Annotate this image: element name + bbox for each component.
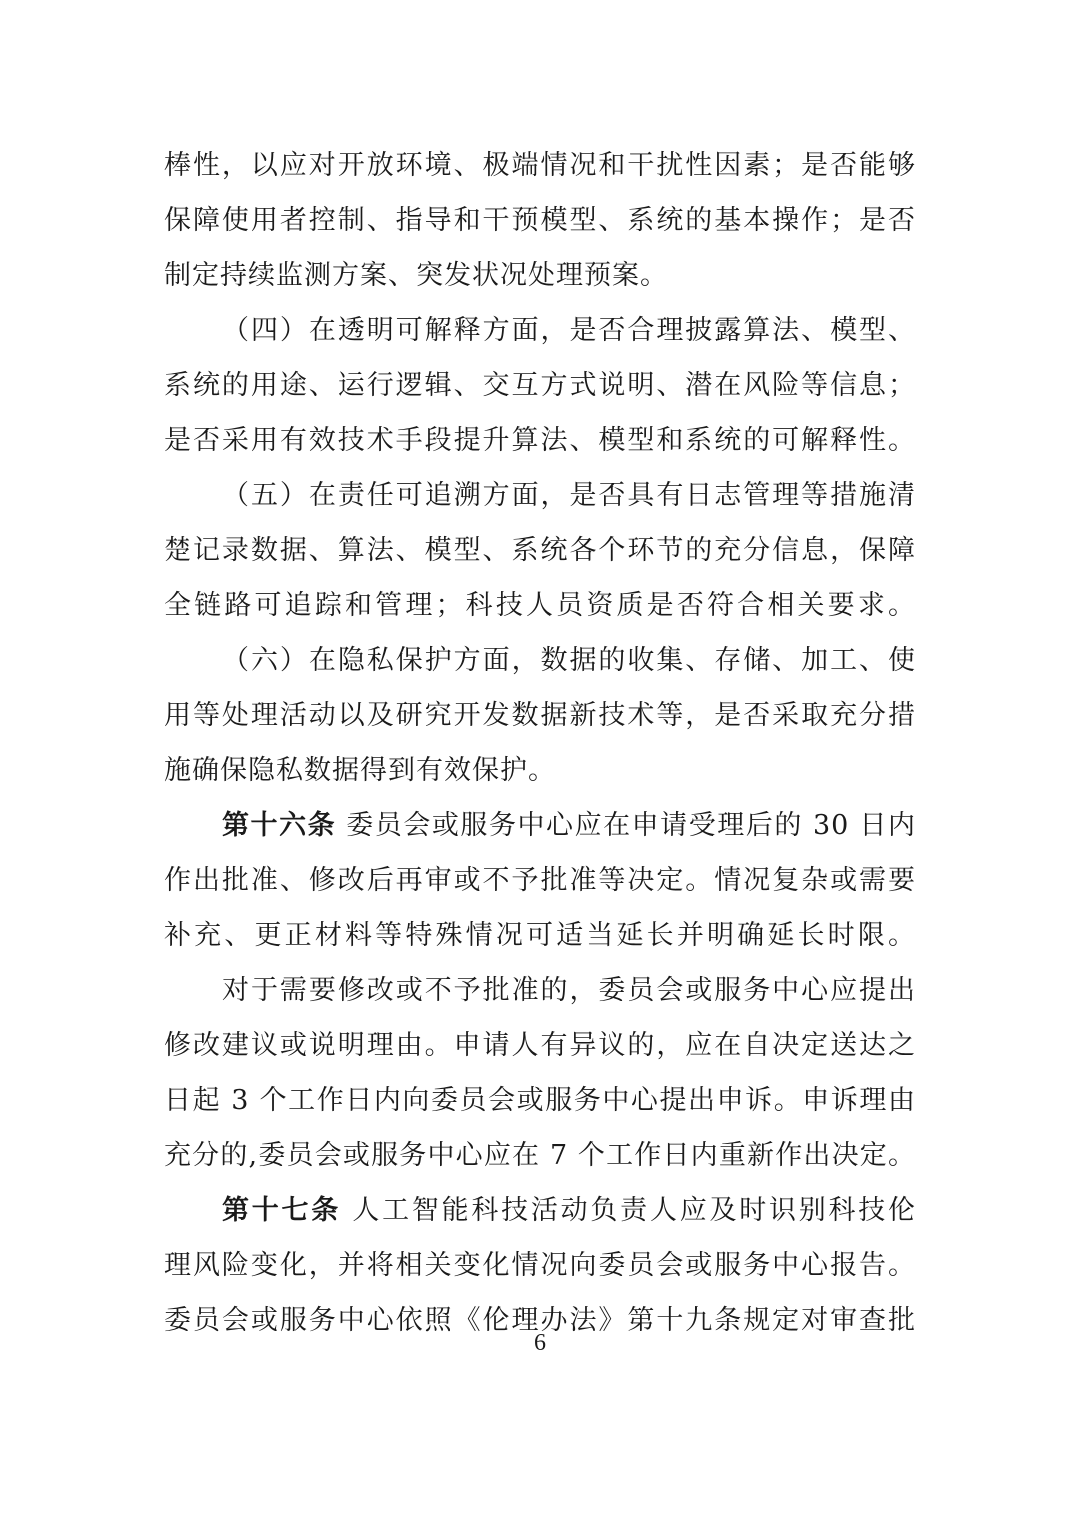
article-17-text: 人工智能科技活动负责人应及时识别科技伦 xyxy=(352,1195,916,1226)
article-16-text: 委员会或服务中心应在申请受理后的 30 日内 xyxy=(346,810,916,841)
text-line: 理风险变化，并将相关变化情况向委员会或服务中心报告。 xyxy=(164,1250,916,1281)
body-text xyxy=(164,138,916,1348)
article-17-title: 第十七条 xyxy=(222,1195,342,1226)
text-line: 全链路可追踪和管理；科技人员资质是否符合相关要求。 xyxy=(164,590,916,621)
text-line: 委员会或服务中心依照《伦理办法》第十九条规定对审查批 xyxy=(164,1305,916,1336)
text-line: 棒性，以应对开放环境、极端情况和干扰性因素；是否能够 xyxy=(164,150,916,181)
page-number: 6 xyxy=(534,1330,546,1356)
text-line: 充分的,委员会或服务中心应在 7 个工作日内重新作出决定。 xyxy=(164,1140,916,1171)
clause-6-heading-line: （六）在隐私保护方面，数据的收集、存储、加工、使 xyxy=(222,645,916,676)
article-16-line xyxy=(164,798,916,853)
clause-5-heading-line: （五）在责任可追溯方面，是否具有日志管理等措施清 xyxy=(222,480,916,511)
text-line: 作出批准、修改后再审或不予批准等决定。情况复杂或需要 xyxy=(164,865,916,896)
text-line: 修改建议或说明理由。申请人有异议的，应在自决定送达之 xyxy=(164,1030,916,1061)
paragraph-first-line: 对于需要修改或不予批准的，委员会或服务中心应提出 xyxy=(222,975,916,1006)
text-line: 是否采用有效技术手段提升算法、模型和系统的可解释性。 xyxy=(164,425,916,456)
text-line: 系统的用途、运行逻辑、交互方式说明、潜在风险等信息； xyxy=(164,370,916,401)
text-line: 制定持续监测方案、突发状况处理预案。 xyxy=(164,260,668,291)
text-line: 施确保隐私数据得到有效保护。 xyxy=(164,755,556,786)
text-line: 日起 3 个工作日内向委员会或服务中心提出申诉。申诉理由 xyxy=(164,1085,916,1116)
text-line: 补充、更正材料等特殊情况可适当延长并明确延长时限。 xyxy=(164,920,916,951)
text-line: 保障使用者控制、指导和干预模型、系统的基本操作；是否 xyxy=(164,205,916,236)
article-17-line xyxy=(164,1183,916,1238)
text-line: 用等处理活动以及研究开发数据新技术等，是否采取充分措 xyxy=(164,700,916,731)
clause-4-heading-line: （四）在透明可解释方面，是否合理披露算法、模型、 xyxy=(222,315,916,346)
article-16-title: 第十六条 xyxy=(222,810,337,841)
text-line: 楚记录数据、算法、模型、系统各个环节的充分信息，保障 xyxy=(164,535,916,566)
